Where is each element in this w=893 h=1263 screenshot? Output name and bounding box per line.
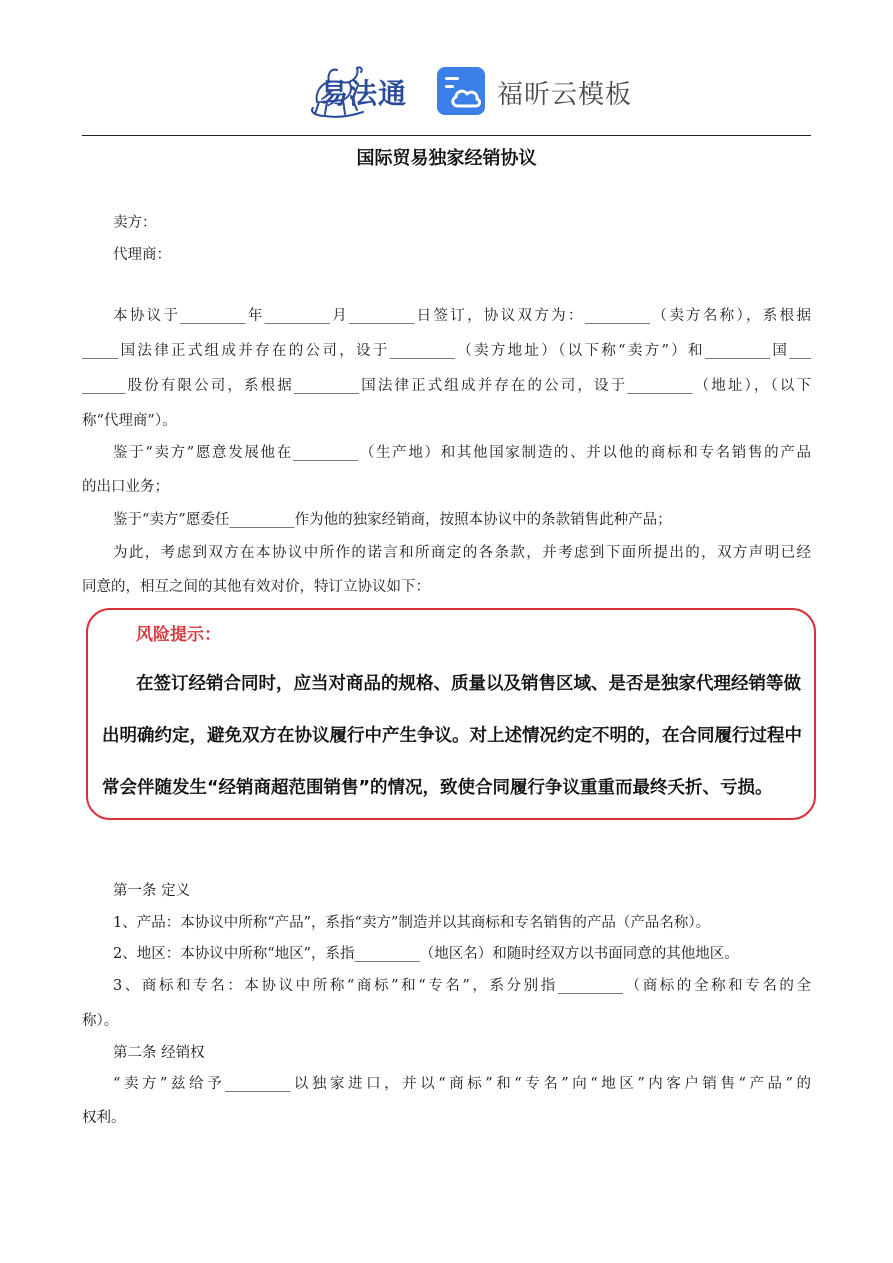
article1-item3-line-1: 3、商标和专名：本协议中所称“商标”和“专名”，系分别指_________（商标的全称和专名的全: [113, 978, 811, 994]
header-divider: [82, 135, 811, 136]
article1-item3-line-2: 称）。: [82, 1013, 119, 1029]
risk-line-2: 出明确约定，避免双方在协议履行中产生争议。对上述情况约定不明的，在合同履行过程中: [102, 726, 802, 746]
header-logos: [0, 60, 893, 120]
article1-item1: 1、产品：本协议中所称“产品”，系指“卖方”制造并以其商标和专名销售的产品（产品名称）。: [113, 915, 711, 931]
article2-heading: 第二条 经销权: [113, 1045, 205, 1061]
risk-warning-title: 风险提示：: [136, 625, 221, 645]
intro-line-4: 称“代理商”）。: [82, 413, 177, 429]
intro-line-2: _____国法律正式组成并存在的公司，设于_________（卖方地址）（以下称“卖方”）和_________国___: [82, 343, 811, 359]
article2-body-line-1: “卖方”兹给予_________以独家进口，并以“商标”和“专名”向“地区”内客户销售“产品”的: [113, 1076, 811, 1092]
article1-heading: 第一条 定义: [113, 883, 191, 899]
article2-body-line-2: 权利。: [82, 1110, 126, 1126]
foxit-template-logo-text: 福昕云模板: [497, 80, 633, 110]
foxit-cloud-icon: [436, 66, 486, 116]
risk-line-1: 在签订经销合同时，应当对商品的规格、质量以及销售区域、是否是独家代理经销等做: [136, 674, 801, 694]
intro-line-1: 本协议于_________年_________月_________日签订，协议双方为：_________（卖方名称），系根据: [113, 308, 811, 324]
whereas1-line-1: 鉴于“卖方”愿意发展他在_________（生产地）和其他国家制造的、并以他的商标和专名销售的产品: [113, 445, 811, 461]
yifatong-logo-text: 易法通: [320, 77, 408, 110]
therefore-line-1: 为此，考虑到双方在本协议中所作的诺言和所商定的各条款，并考虑到下面所提出的，双方声明已经: [113, 545, 811, 561]
whereas2-line: 鉴于“卖方”愿委任_________作为他的独家经销商，按照本协议中的条款销售此种产品；: [113, 512, 672, 528]
agent-label: 代理商：: [113, 247, 171, 263]
risk-line-3: 常会伴随发生“经销商超范围销售”的情况，致使合同履行争议重重而最终夭折、亏损。: [102, 778, 773, 798]
therefore-line-2: 同意的，相互之间的其他有效对价，特订立协议如下：: [82, 579, 430, 595]
whereas1-line-2: 的出口业务；: [82, 479, 169, 495]
article1-item2: 2、地区：本协议中所称“地区”，系指_________（地区名）和随时经双方以书面同意的其他地区。: [113, 946, 739, 962]
seller-label: 卖方：: [113, 215, 157, 231]
intro-line-3: ______股份有限公司，系根据_________国法律正式组成并存在的公司，设于_________（地址），（以下: [82, 378, 811, 394]
document-title: 国际贸易独家经销协议: [356, 148, 537, 169]
